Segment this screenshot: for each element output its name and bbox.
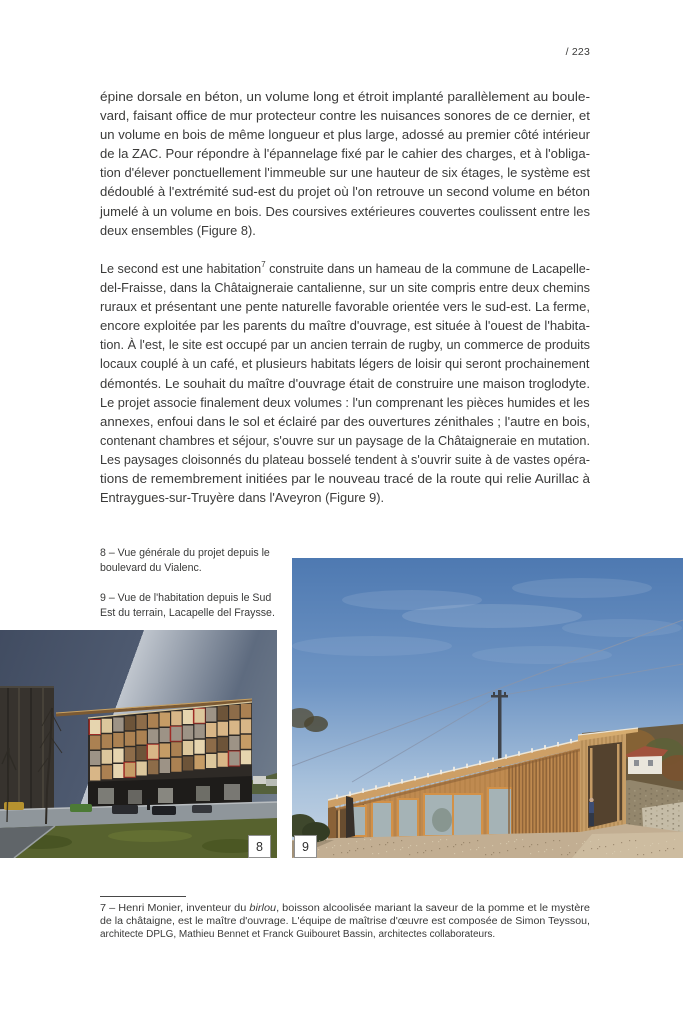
footnote-line [100,902,590,915]
text-line: Entraygues-sur-Truyère dans l'Aveyron (Figure 9). [100,490,385,506]
footnote [100,902,590,942]
paragraph-1 [100,87,590,240]
figure-9-caption [100,591,295,621]
footnote-line: architecte DPLG, Mathieu Bennet et Franck Guibouret Bassin, architectes collaborateurs. [100,929,496,941]
text-segment: , boisson alcoolisée mariant la saveur de la pomme et le mystère [276,903,590,914]
footnote-divider [100,896,186,897]
paragraph-2 [100,259,590,507]
apartment-building [56,699,252,812]
figure-8-photo [0,630,277,858]
figure-8-number-badge: 8 [248,835,271,858]
text-line: de la ZAC. Pour répondre à l'épannelage fixé par le cahier des charges, et à l'obliga- [100,146,590,162]
text-line: dédoublé à l'extrémité sud-est du projet où l'on retrouve un second volume en béton [100,184,590,200]
text-line: deux ensembles (Figure 8). [100,222,256,238]
wooden-house-illustration [292,558,683,858]
caption-line: Est du terrain, Lacapelle del Fraysse. [100,607,275,619]
apartment-building-illustration [0,630,277,858]
text-line: épine dorsale en béton, un volume long et étroit implanté parallèlement au boule- [100,89,590,104]
text-segment: 7 – Henri Monier, inventeur du [100,903,250,914]
window [398,799,418,837]
person [589,798,594,826]
page-number: / 223 [565,46,590,58]
text-line: jumelé à un volume en bois. Des coursives extérieures couvertes coulissent entre les [100,203,590,219]
footnote-line: de la châtaigne, est le maître d'ouvrage. L'équipe de maîtrise d'œuvre est composée de Simon Teyssou, [100,916,590,928]
wooden-building [328,728,638,844]
text-line: démontés. Le souhait du maître d'ouvrage était de construire une maison troglodyte. [100,375,590,391]
text-line: locaux couplé à un café, et plusieurs habitats légers de loisir qui seront prochainement [100,356,590,372]
text-line: ruraux et présentant une pente naturelle favorable orientée vers le sud-est. La ferme, [100,299,590,315]
text-line: contenant chambres et séjour, s'ouvre sur un paysage de la Châtaigneraie en mutation. [100,432,590,448]
caption-line: 9 – Vue de l'habitation depuis le Sud [100,592,272,604]
text-line: tions de remembrement initiées par le nouveau tracé de la route qui relie Aurillac à [100,471,590,487]
text-line: tion d'élever ponctuellement l'immeuble sur une hauteur de six étages, le système est [100,165,590,181]
text-segment: construite dans un hameau de la commune de Lacapelle- [265,261,590,276]
text-line: annexes, enfoui dans le sol et éclairé par des ouvertures zénithales ; l'autre en bois, [100,413,590,429]
text-line: Le projet associe finalement deux volumes : l'un comprenant les pièces humides et les [100,394,590,410]
window [372,802,392,838]
footnote-reference-7: 7 [261,260,266,269]
text-line: del-Fraisse, dans la Châtaigneraie cantalienne, sur un site compris entre deux chemins [100,280,590,296]
text-line: vard, faisant office de mur protecteur contre les nuisances sonores de ce dernier, et [100,108,590,124]
caption-line: boulevard du Vialenc. [100,562,202,574]
text-line: tion. À l'est, le site est occupé par un ancien terrain de rugby, un commerce de produits [100,337,590,353]
text-line: un volume en bois de même longueur et plus large, adossé au premier côté intérieur [100,127,590,143]
text-line [100,259,590,278]
italic-term: birlou [249,903,277,914]
text-line: encore exploitée par les parents du maître d'ouvrage, est située à l'ouest de l'habita- [100,318,590,334]
figure-9-photo [292,558,683,858]
caption-line: 8 – Vue générale du projet depuis le [100,547,270,559]
figure-8-caption [100,546,295,576]
text-line: Les paysages cloisonnés du plateau bosselé tendent à s'ouvrir suite à de vastes opéra- [100,451,590,467]
figure-9-number-badge: 9 [294,835,317,858]
distant-house [628,754,662,774]
text-segment: Le second est une habitation [100,261,262,276]
clouds [292,578,682,664]
